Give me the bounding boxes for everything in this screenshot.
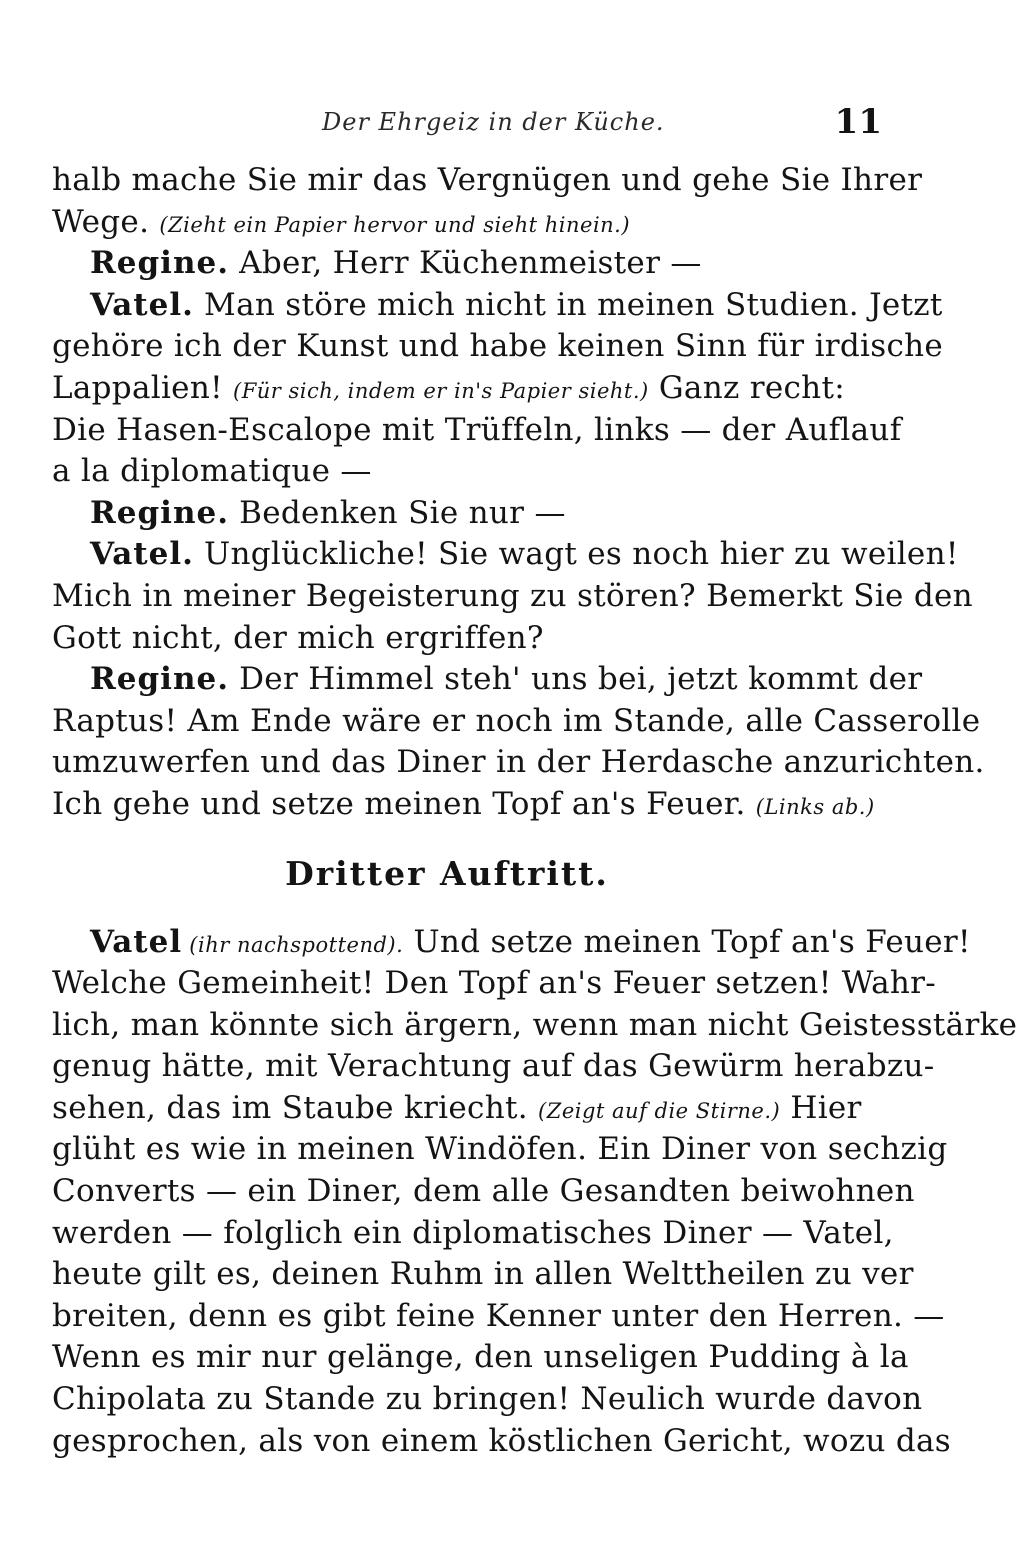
text-segment: genug hätte, mit Verachtung auf das Gewürm herabzu-	[52, 1048, 935, 1085]
page-number: 11	[834, 102, 882, 142]
text-segment: Ich gehe und setze meinen Topf an's Feuer.	[52, 785, 756, 822]
text-line	[52, 659, 923, 701]
text-segment: Wege.	[52, 203, 160, 240]
text-line	[52, 243, 882, 285]
text-segment: Der Himmel steh' uns bei, jetzt kommt der	[229, 661, 923, 698]
text-segment: gehöre ich der Kunst und habe keinen Sinn für irdische	[52, 328, 944, 365]
text-segment: Mich in meiner Begeisterung zu stören? Bemerkt Sie den	[52, 577, 973, 614]
dialogue-block-bottom	[52, 922, 1017, 1463]
text-line	[52, 202, 882, 244]
text-line	[52, 534, 959, 576]
text-line	[52, 1379, 923, 1421]
stage-direction: (Für sich, indem er in's Papier sieht.)	[233, 378, 649, 403]
text-segment: Unglückliche! Sie wagt es noch hier zu weilen!	[193, 536, 959, 573]
text-segment: Man störe mich nicht in meinen Studien. Jetzt	[193, 286, 943, 323]
speaker-name: Vatel.	[90, 286, 194, 323]
text-line	[52, 922, 971, 964]
text-segment: breiten, denn es gibt feine Kenner unter den Herren. —	[52, 1297, 945, 1334]
text-line	[52, 576, 973, 618]
text-line	[52, 742, 985, 784]
text-segment: Die Hasen-Escalope mit Trüffeln, links — der Auflauf	[52, 411, 902, 448]
text-line	[52, 1088, 882, 1130]
text-line	[52, 1337, 909, 1379]
text-segment: Und setze meinen Topf an's Feuer!	[403, 923, 971, 960]
page-header	[52, 102, 882, 142]
text-segment: Aber, Herr Küchenmeister —	[229, 245, 702, 282]
text-segment: Lappalien!	[52, 369, 233, 406]
text-segment: Hier	[780, 1089, 862, 1126]
text-line	[52, 1046, 935, 1088]
speaker-name: Regine.	[90, 494, 229, 531]
text-segment: heute gilt es, deinen Ruhm in allen Welttheilen zu ver	[52, 1256, 914, 1293]
text-segment: Ganz recht:	[648, 369, 845, 406]
text-line	[52, 1254, 914, 1296]
text-segment: a la diplomatique —	[52, 453, 372, 490]
text-segment: gesprochen, als von einem köstlichen Gericht, wozu das	[52, 1422, 952, 1459]
text-segment: Raptus! Am Ende wäre er noch im Stande, alle Casserolle	[52, 702, 981, 739]
text-segment: lich, man könnte sich ärgern, wenn man nicht Geistesstärke	[52, 1006, 1017, 1043]
text-line	[52, 285, 943, 327]
stage-direction: (Zieht ein Papier hervor und sieht hinein.)	[159, 212, 631, 237]
text-line	[52, 1005, 1017, 1047]
text-line	[52, 701, 981, 743]
text-segment: Chipolata zu Stande zu bringen! Neulich wurde davon	[52, 1381, 923, 1418]
text-segment: halb mache Sie mir das Vergnügen und gehe Sie Ihrer	[52, 162, 923, 198]
text-line	[52, 1296, 945, 1338]
stage-direction: (Zeigt auf die Stirne.)	[538, 1098, 781, 1123]
text-segment: sehen, das im Staube kriecht.	[52, 1089, 539, 1126]
speaker-name: Regine.	[90, 245, 229, 282]
text-line	[52, 963, 937, 1005]
text-segment: umzuwerfen und das Diner in der Herdasche anzurichten.	[52, 744, 985, 781]
text-segment: werden — folglich ein diplomatisches Diner — Vatel,	[52, 1214, 894, 1251]
text-line	[52, 1171, 915, 1213]
running-title: Der Ehrgeiz in der Küche.	[322, 108, 665, 136]
text-line	[52, 1129, 948, 1171]
text-line	[52, 326, 944, 368]
scene-title: Dritter Auftritt.	[285, 853, 609, 893]
text-line	[52, 368, 882, 410]
text-segment: Converts — ein Diner, dem alle Gesandten beiwohnen	[52, 1173, 915, 1210]
stage-direction: (Links ab.)	[755, 794, 875, 819]
text-line	[52, 410, 902, 452]
speaker-name: Vatel	[90, 923, 183, 960]
body-text	[52, 160, 1017, 1462]
text-line	[52, 451, 882, 493]
speaker-name: Regine.	[90, 661, 229, 698]
text-segment: Wenn es mir nur gelänge, den unseligen Pudding à la	[52, 1339, 909, 1376]
text-line	[52, 784, 882, 826]
text-line	[52, 493, 882, 535]
text-line	[52, 1213, 894, 1255]
text-segment: Welche Gemeinheit! Den Topf an's Feuer setzen! Wahr-	[52, 965, 937, 1002]
text-line	[52, 618, 882, 660]
text-segment: glüht es wie in meinen Windöfen. Ein Diner von sechzig	[52, 1131, 948, 1168]
stage-direction: (ihr nachspottend).	[182, 932, 404, 957]
dialogue-block-top	[52, 160, 985, 826]
text-segment: Gott nicht, der mich ergriffen?	[52, 619, 544, 656]
text-line	[52, 1421, 952, 1463]
speaker-name: Vatel.	[90, 536, 194, 573]
text-segment: Bedenken Sie nur —	[229, 494, 566, 531]
text-line	[52, 160, 923, 202]
